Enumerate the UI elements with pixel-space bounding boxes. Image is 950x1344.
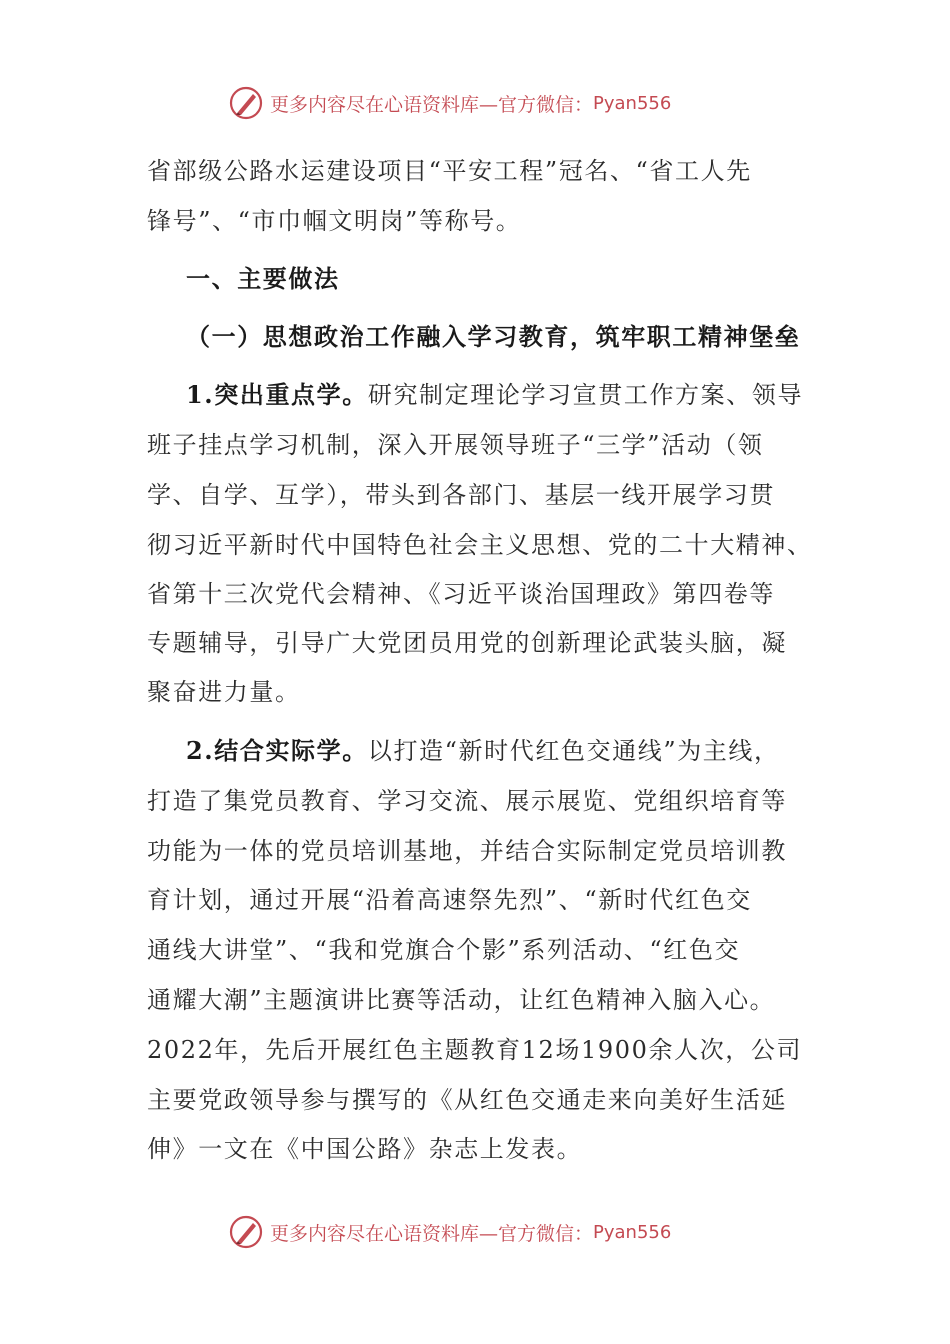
footer-banner [228,1212,671,1252]
paragraph-line [186,736,780,766]
text-line: 育计划，通过开展“沿着高速祭先烈”、“新时代红色交 [147,886,752,914]
text-line: 打造了集党员教育、学习交流、展示展览、党组织培育等 [147,787,787,815]
text-line: 主要党政领导参与撰写的《从红色交通走来向美好生活延 [147,1086,787,1114]
subsection-heading: （一）思想政治工作融入学习教育，筑牢职工精神堡垒 [186,322,801,351]
text-line: 通线大讲堂”、“我和党旗合个影”系列活动、“红色交 [147,936,741,964]
text-line: 省部级公路水运建设项目“平安工程”冠名、“省工人先 [147,157,752,185]
item-title: 2.结合实际学。 [186,736,368,765]
text-line: 彻习近平新时代中国特色社会主义思想、党的二十大精神、 [147,531,813,559]
item-text: 以打造“新时代红色交通线”为主线， [367,737,780,765]
text-line: 聚奋进力量。 [147,678,301,706]
banner-wechat-id: Pyan556 [593,1221,672,1243]
text-line: 专题辅导，引导广大党团员用党的创新理论武装头脑，凝 [147,629,787,657]
text-line: 功能为一体的党员培训基地，并结合实际制定党员培训教 [147,837,787,865]
text-line: 省第十三次党代会精神、《习近平谈治国理政》第四卷等 [147,580,775,608]
text-line: 通耀大潮”主题演讲比赛等活动，让红色精神入脑入心。 [147,986,776,1014]
item-text: 研究制定理论学习宣贯工作方案、领导 [367,381,804,409]
banner-text: 更多内容尽在心语资料库—官方微信： [270,1222,594,1245]
banner-wechat-id: Pyan556 [593,92,672,114]
paragraph-line [186,380,803,410]
text-line: 锋号”、“市巾帼文明岗”等称号。 [147,207,522,235]
text-line: 2022年，先后开展红色主题教育12场1900余人次，公司 [147,1036,803,1064]
banner-text: 更多内容尽在心语资料库—官方微信： [270,93,594,116]
item-title: 1.突出重点学。 [186,380,368,409]
pen-logo-icon [228,85,264,121]
header-banner [228,83,671,123]
text-line: 学、自学、互学），带头到各部门、基层一线开展学习贯 [147,481,775,509]
pen-logo-icon [228,1214,264,1250]
section-heading: 一、主要做法 [186,264,340,293]
text-line: 班子挂点学习机制，深入开展领导班子“三学”活动（领 [147,431,764,459]
text-line: 伸》一文在《中国公路》杂志上发表。 [147,1135,583,1163]
